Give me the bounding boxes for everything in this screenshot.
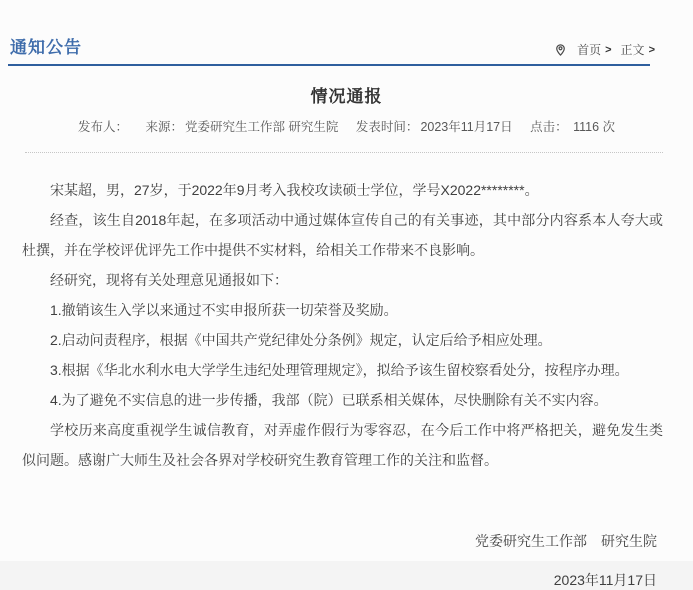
source-value: 党委研究生工作部 研究生院 (184, 120, 339, 134)
publisher-label: 发布人： (77, 120, 128, 134)
location-pin-icon (553, 42, 568, 57)
breadcrumb (553, 41, 655, 58)
article-paragraph: 2.启动问责程序，根据《中国共产党纪律处分条例》规定，认定后给予相应处理。 (50, 332, 552, 348)
header-divider (8, 64, 650, 66)
signature-org: 党委研究生工作部 研究生院 (475, 533, 657, 549)
section-header (0, 0, 693, 58)
section-title: 通知公告 (10, 38, 82, 57)
source-label: 来源： (145, 120, 183, 134)
article-paragraph: 经研究，现将有关处理意见通报如下： (50, 272, 288, 288)
article-paragraph: 3.根据《华北水利水电大学学生违纪处理管理规定》，拟给予该生留校察看处分，按程序办理。 (50, 362, 629, 378)
breadcrumb-separator: > (648, 43, 655, 56)
article-paragraph: 经查，该生自2018年起，在多项活动中通过媒体宣传自己的有关事迹，其中部分内容系本人夸大或杜撰，并在学校评优评先工作中提供不实材料，给相关工作带来不良影响。 (22, 212, 663, 258)
article-paragraph: 1.撤销该生入学以来通过不实申报所获一切荣誉及奖励。 (50, 302, 398, 318)
signature-block (0, 531, 693, 590)
article-paragraph: 学校历来高度重视学生诚信教育，对弄虚作假行为零容忍，在今后工作中将严格把关，避免发生类似问题。感谢广大师生及社会各界对学校研究生教育管理工作的关注和监督。 (22, 422, 663, 468)
publish-time-value: 2023年11月17日 (420, 120, 513, 134)
clicks-value: 1116 次 (573, 120, 616, 134)
breadcrumb-separator: > (605, 43, 612, 56)
signature-date: 2023年11月17日 (553, 572, 657, 588)
article-title: 情况通报 (310, 87, 383, 106)
article-paragraph: 4.为了避免不实信息的进一步传播，我部（院）已联系相关媒体，尽快删除有关不实内容。 (50, 392, 608, 408)
article-meta (0, 117, 693, 135)
breadcrumb-current-link[interactable]: 正文 (620, 43, 645, 57)
breadcrumb-home-link[interactable]: 首页 (577, 43, 602, 57)
publish-time-label: 发表时间： (355, 120, 419, 134)
clicks-label: 点击： (530, 120, 568, 134)
article-paragraph: 宋某超，男，27岁，于2022年9月考入我校攻读硕士学位，学号X2022********。 (50, 182, 539, 198)
article-body (0, 153, 693, 475)
